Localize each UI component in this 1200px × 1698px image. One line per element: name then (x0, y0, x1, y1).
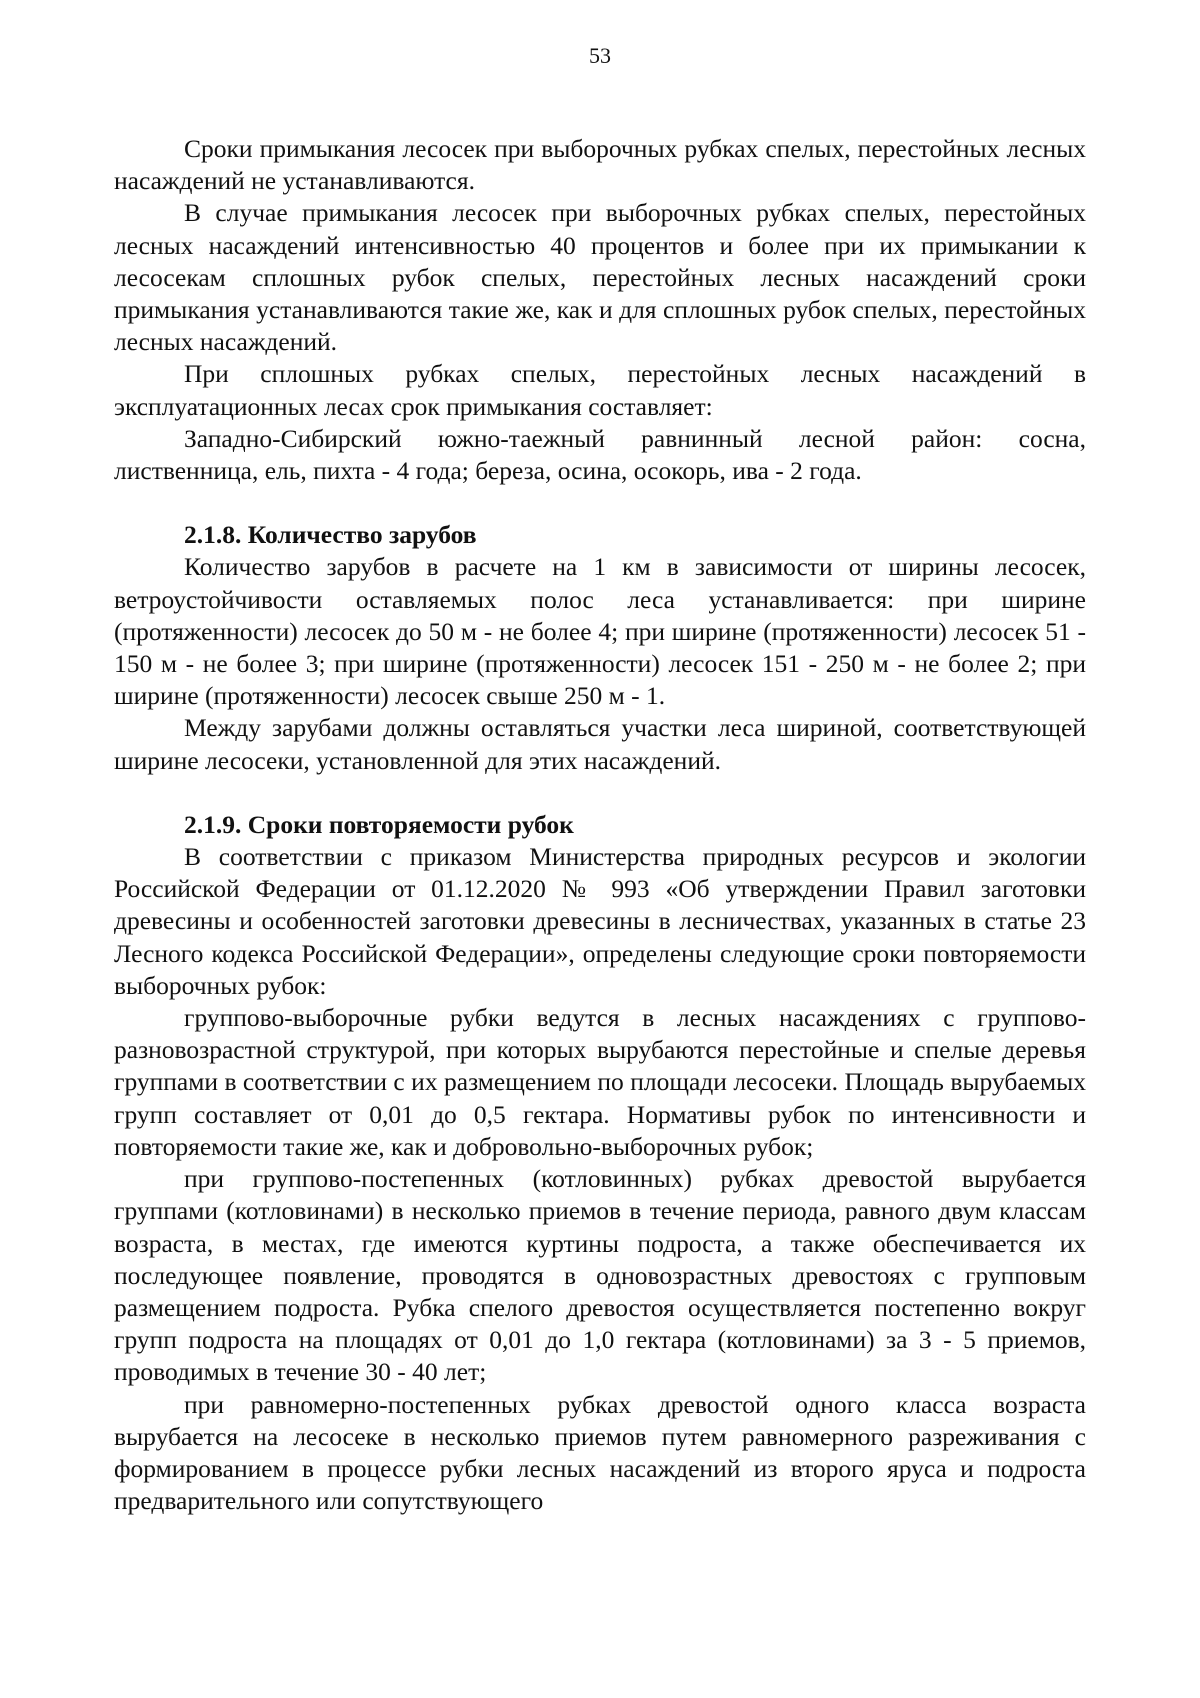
paragraph: При сплошных рубках спелых, перестойных лесных насаждений в эксплуатационных лесах срок примыкания составляет: (114, 359, 1086, 421)
paragraph: при равномерно-постепенных рубках древостой одного класса возраста вырубается на лесосеке в несколько приемов путем равномерного разреживания с формированием в процессе рубки лесных насаждений из второго яруса и подроста предварительного или сопутствующего (114, 1389, 1086, 1516)
paragraph: Западно-Сибирский южно-таежный равнинный лесной район: сосна, лиственница, ель, пихта - 4 года; береза, осина, осокорь, ива - 2 года. (114, 423, 1086, 486)
document-body (114, 133, 1086, 1517)
section-heading-219: 2.1.9. Сроки повторяемости рубок (184, 809, 574, 839)
paragraph: Сроки примыкания лесосек при выборочных рубках спелых, перестойных лесных насаждений не устанавливаются. (114, 134, 1086, 196)
paragraph: В случае примыкания лесосек при выборочных рубках спелых, перестойных лесных насаждений интенсивностью 40 процентов и более при их примыкании к лесосекам сплошных рубок спелых, перестойных лесных насаждений сроки примыкания устанавливаются такие же, как и для сплошных рубок спелых, перестойных лесных насаждений. (114, 198, 1086, 357)
paragraph: Количество зарубов в расчете на 1 км в зависимости от ширины лесосек, ветроустойчивости оставляемых полос леса устанавливается: при ширине (протяженности) лесосек до 50 м - не более 4; при ширине (протяженности) лесосек 51 - 150 м - не более 3; при ширине (протяженности) лесосек 151 - 250 м - не более 2; при ширине (протяженности) лесосек свыше 250 м - 1. (114, 552, 1086, 711)
section-heading-218: 2.1.8. Количество зарубов (184, 520, 477, 550)
paragraph: при группово-постепенных (котловинных) рубках древостой вырубается группами (котловинами) в несколько приемов в течение периода, равного двум классам возраста, в местах, где имеются куртины подроста, а также обеспечивается их последующее появление, проводятся в одновозрастных древостоях с групповым размещением подроста. Рубка спелого древостоя осуществляется постепенно вокруг групп подроста на площадях от 0,01 до 1,0 гектара (котловинами) за 3 - 5 приемов, проводимых в течение 30 - 40 лет; (114, 1164, 1086, 1387)
paragraph: Между зарубами должны оставляться участки леса шириной, соответствующей ширине лесосеки, установленной для этих насаждений. (114, 713, 1086, 775)
paragraph: группово-выборочные рубки ведутся в лесных насаждениях с группово-разновозрастной структурой, при которых вырубаются перестойные и спелые деревья группами в соответствии с их размещением по площади лесосеки. Площадь вырубаемых групп составляет от 0,01 до 0,5 гектара. Нормативы рубок по интенсивности и повторяемости такие же, как и добровольно-выборочных рубок; (114, 1003, 1086, 1161)
page-number: 53 (589, 43, 611, 68)
section-spacer (114, 777, 1086, 809)
paragraph: В соответствии с приказом Министерства природных ресурсов и экологии Российской Федерации от 01.12.2020 № 993 «Об утверждении Правил заготовки древесины и особенностей заготовки древесины в лесничествах, указанных в статье 23 Лесного кодекса Российской Федерации», определены следующие сроки повторяемости выборочных рубок: (114, 842, 1086, 1000)
section-spacer (114, 487, 1086, 519)
